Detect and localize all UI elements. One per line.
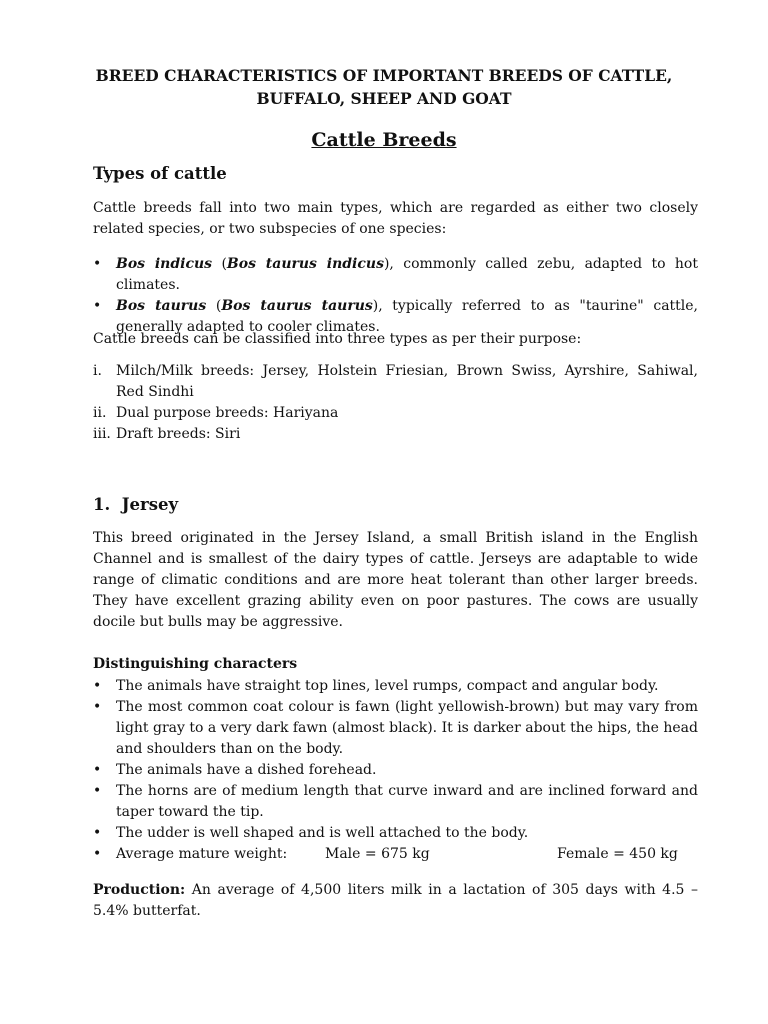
species-description: ), typically referred to as "taurine" cattle, generally adapted to cooler climates. [116,298,699,335]
jersey-description: This breed originated in the Jersey Island, a small British island in the English Channel and is smallest of the dairy types of cattle. Jerseys are adaptable to wide range of climatic conditions and are more heat tolerant than other larger breeds. They have excellent grazing ability even on poor pastures. The cows are usually docile but bulls may be aggressive. [93,530,698,630]
document-title-line-2: BUFFALO, SHEEP AND GOAT [256,89,512,108]
character-item: • The most common coat colour is fawn (light yellowish-brown) but may vary from light gray to a very dark fawn (almost black). It is darker about the hips, the head and shoulders than on the body. [93,697,698,760]
purpose-type-item [93,403,698,424]
production-text: An average of 4,500 liters milk in a lactation of 305 days with 4.5 – 5.4% butterfat. [93,882,698,919]
weight-row [116,844,698,865]
species-name: Bos indicus [116,256,213,272]
production-label: Production: [93,882,186,898]
heading-distinguishing-characters: Distinguishing characters [93,656,298,672]
section-title-cattle-breeds: Cattle Breeds [311,129,457,151]
purpose-type-text: Milch/Milk breeds: Jersey, Holstein Friesian, Brown Swiss, Ayrshire, Sahiwal, Red Sindhi [116,363,698,400]
purpose-types-list [93,361,698,445]
species-list [93,254,698,338]
species-alt-name: Bos taurus indicus [226,256,384,272]
character-item: • The animals have a dished forehead. [93,760,698,781]
document-title [60,64,708,110]
purpose-type-text: Draft breeds: Siri [116,426,241,442]
purpose-intro-paragraph: Cattle breeds can be classified into three types as per their purpose: [93,331,582,347]
weight-label: • Average mature weight: [116,846,288,862]
purpose-type-text: Dual purpose breeds: Hariyana [116,405,339,421]
production-paragraph [93,880,698,922]
species-alt-name: Bos taurus taurus [221,298,373,314]
jersey-characters-list [93,676,698,865]
list-number: ii. [93,405,107,421]
species-description: ), commonly called zebu, adapted to hot climates. [116,256,698,293]
weight-male: Male = 675 kg [325,846,430,862]
list-number: i. [93,363,102,379]
weight-female: Female = 450 kg [557,846,678,862]
list-number: iii. [93,426,111,442]
species-open-paren: ( [212,256,227,272]
character-item: • The horns are of medium length that curve inward and are inclined forward and taper toward the tip. [93,781,698,823]
character-item: • The udder is well shaped and is well attached to the body. [93,823,698,844]
species-item-indicus [93,254,698,296]
purpose-type-item [93,361,698,403]
character-item-weight [93,844,698,865]
character-item: • The animals have straight top lines, level rumps, compact and angular body. [93,676,698,697]
heading-jersey: 1. Jersey [93,495,179,514]
document-title-line-1: BREED CHARACTERISTICS OF IMPORTANT BREEDS OF CATTLE, [95,66,673,85]
types-intro-paragraph: Cattle breeds fall into two main types, which are regarded as either two closely related species, or two subspecies of one species: [93,200,698,237]
purpose-type-item [93,424,698,445]
species-name: Bos taurus [116,298,207,314]
heading-types-of-cattle: Types of cattle [93,164,227,183]
species-open-paren: ( [206,298,222,314]
